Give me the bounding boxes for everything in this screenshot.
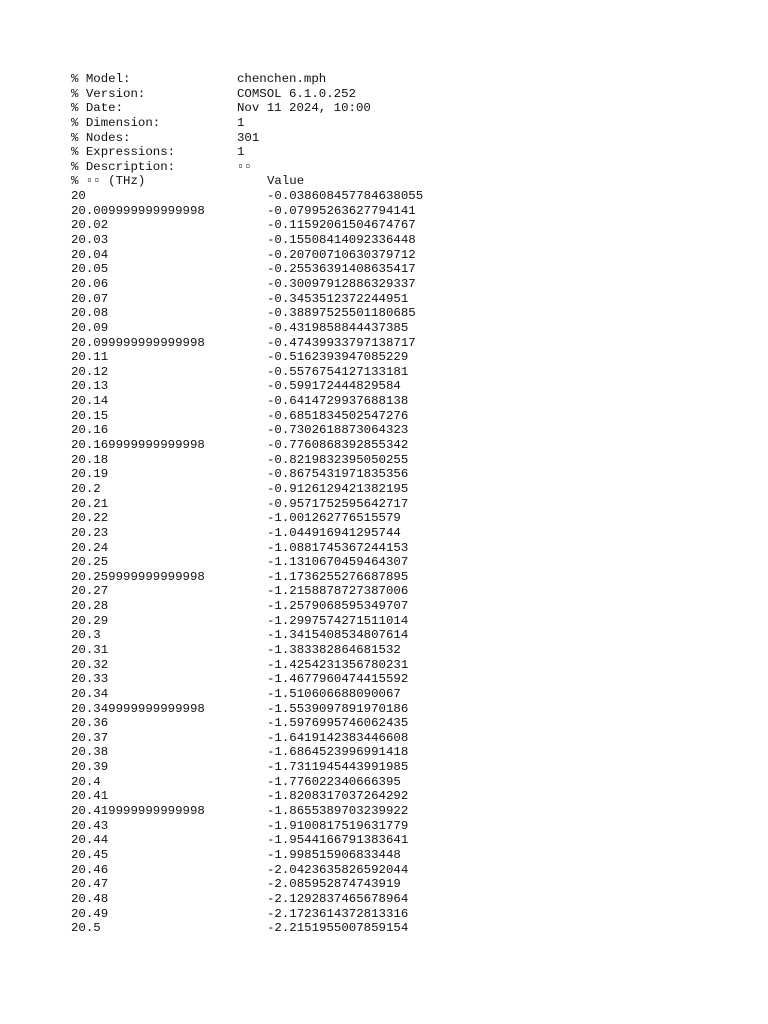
row-x-value: 20.11 [71,350,109,365]
row-x-value: 20.43 [71,818,109,833]
row-x-value: 20.28 [71,599,109,614]
row-value: -1.6864523996991418 [267,745,409,760]
row-value: -1.510606688090067 [267,686,401,701]
row-x-value: 20.31 [71,642,109,657]
row-value: -0.30097912886329337 [267,276,416,291]
row-value: -1.2158878727387006 [267,584,409,599]
row-x-value: 20.19 [71,467,109,482]
row-value: -0.7302618873064323 [267,423,409,438]
header-value: 301 [237,130,260,145]
row-x-value: 20.419999999999998 [71,804,205,819]
row-value: -0.07995263627794141 [267,203,416,218]
row-value: -1.3415408534807614 [267,628,409,643]
row-value: -0.8219832395050255 [267,452,409,467]
row-x-value: 20.33 [71,672,109,687]
row-x-value: 20.23 [71,525,109,540]
column-header-value: Value [267,174,305,189]
row-value: -0.4319858844437385 [267,320,409,335]
row-value: -1.8208317037264292 [267,789,409,804]
column-header-x: % ▫▫ (THz) [71,174,146,189]
row-value: -0.38897525501180685 [267,306,416,321]
row-x-value: 20.15 [71,408,109,423]
row-value: -2.2151955007859154 [267,921,409,936]
row-value: -0.6851834502547276 [267,408,409,423]
row-value: -1.998515906833448 [267,847,401,862]
row-value: -0.5162393947085229 [267,350,409,365]
row-x-value: 20.14 [71,394,109,409]
row-x-value: 20.39 [71,760,109,775]
row-x-value: 20.32 [71,657,109,672]
header-key: % Dimension: [71,115,161,130]
header-key: % Version: [71,86,146,101]
row-x-value: 20.05 [71,262,109,277]
row-value: -1.1310670459464307 [267,555,409,570]
row-x-value: 20.25 [71,555,109,570]
row-value: -0.6414729937688138 [267,394,409,409]
row-value: -0.038608457784638055 [267,189,424,204]
header-key: % Date: [71,101,124,116]
row-value: -2.0423635826592044 [267,862,409,877]
row-x-value: 20.46 [71,862,109,877]
row-x-value: 20 [71,189,86,204]
row-value: -0.7760868392855342 [267,438,409,453]
row-value: -1.001262776515579 [267,511,401,526]
row-value: -0.5576754127133181 [267,364,409,379]
row-x-value: 20.259999999999998 [71,569,205,584]
row-value: -1.6419142383446608 [267,730,409,745]
row-x-value: 20.18 [71,452,109,467]
row-value: -1.7311945443991985 [267,760,409,775]
row-x-value: 20.37 [71,730,109,745]
row-x-value: 20.41 [71,789,109,804]
row-x-value: 20.07 [71,291,109,306]
row-value: -2.1723614372813316 [267,906,409,921]
row-x-value: 20.36 [71,716,109,731]
row-x-value: 20.09 [71,320,109,335]
row-value: -1.5976995746062435 [267,716,409,731]
row-x-value: 20.22 [71,511,109,526]
row-x-value: 20.099999999999998 [71,335,205,350]
row-value: -1.9544166791383641 [267,833,409,848]
header-value: COMSOL 6.1.0.252 [237,86,356,101]
row-x-value: 20.4 [71,774,101,789]
row-x-value: 20.08 [71,306,109,321]
row-x-value: 20.29 [71,613,109,628]
row-value: -0.8675431971835356 [267,467,409,482]
row-x-value: 20.02 [71,218,109,233]
row-value: -1.9100817519631779 [267,818,409,833]
row-value: -1.383382864681532 [267,642,401,657]
row-value: -1.2997574271511014 [267,613,409,628]
row-value: -2.085952874743919 [267,877,401,892]
row-x-value: 20.27 [71,584,109,599]
row-value: -1.2579068595349707 [267,599,409,614]
row-x-value: 20.16 [71,423,109,438]
row-value: -2.1292837465678964 [267,891,409,906]
row-x-value: 20.03 [71,233,109,248]
row-x-value: 20.21 [71,496,109,511]
row-value: -1.0881745367244153 [267,540,409,555]
row-value: -0.47439933797138717 [267,335,416,350]
row-value: -1.776022340666395 [267,774,401,789]
row-value: -1.1736255276687895 [267,569,409,584]
row-value: -0.3453512372244951 [267,291,409,306]
header-key: % Model: [71,72,131,86]
row-value: -1.044916941295744 [267,525,401,540]
row-x-value: 20.34 [71,686,109,701]
header-key: % Nodes: [71,130,131,145]
row-x-value: 20.349999999999998 [71,701,205,716]
row-value: -0.11592061504674767 [267,218,416,233]
row-x-value: 20.38 [71,745,109,760]
row-value: -0.15508414092336448 [267,233,416,248]
row-x-value: 20.48 [71,891,109,906]
row-x-value: 20.2 [71,481,101,496]
row-x-value: 20.3 [71,628,101,643]
row-x-value: 20.009999999999998 [71,203,205,218]
row-x-value: 20.44 [71,833,109,848]
header-value: 1 [237,115,245,130]
header-key: % Expressions: [71,145,176,160]
row-value: -0.599172444829584 [267,379,401,394]
header-value: 1 [237,145,245,160]
row-value: -1.5539097891970186 [267,701,409,716]
row-value: -0.25536391408635417 [267,262,416,277]
row-x-value: 20.24 [71,540,109,555]
row-x-value: 20.169999999999998 [71,438,205,453]
row-x-value: 20.04 [71,247,109,262]
header-value: chenchen.mph [237,72,327,86]
row-x-value: 20.12 [71,364,109,379]
header-value: Nov 11 2024, 10:00 [237,101,371,116]
row-x-value: 20.47 [71,877,109,892]
row-value: -1.4254231356780231 [267,657,409,672]
row-x-value: 20.06 [71,276,109,291]
row-x-value: 20.49 [71,906,109,921]
row-value: -0.20700710630379712 [267,247,416,262]
row-value: -1.8655389703239922 [267,804,409,819]
row-value: -0.9126129421382195 [267,481,409,496]
row-x-value: 20.45 [71,847,109,862]
row-value: -1.4677960474415592 [267,672,409,687]
row-value: -0.9571752595642717 [267,496,409,511]
header-key: % Description: [71,159,176,174]
row-x-value: 20.5 [71,921,101,936]
header-value: ▫▫ [237,159,252,174]
row-x-value: 20.13 [71,379,109,394]
